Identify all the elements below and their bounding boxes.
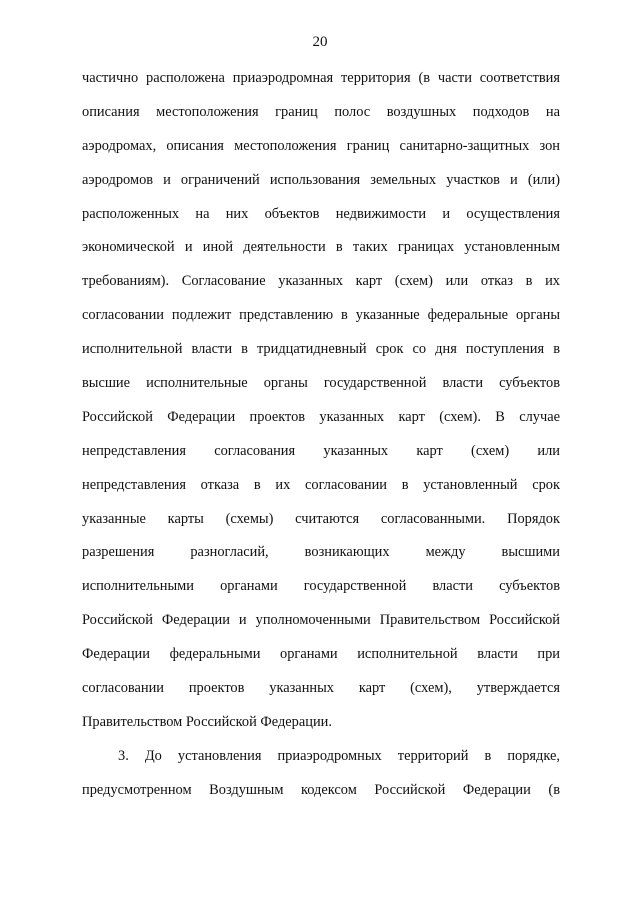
text-line: экономической и иной деятельности в таких границах установленным	[82, 239, 560, 256]
text-line: аэродромах, описания местоположения границ санитарно-защитных зон	[82, 137, 560, 154]
text-line: расположенных на них объектов недвижимости и осуществления	[82, 205, 560, 222]
document-body	[82, 62, 560, 808]
text-line: исполнительной власти в тридцатидневный срок со дня поступления в	[82, 341, 560, 358]
text-line: непредставления отказа в их согласовании в установленный срок	[82, 476, 560, 493]
paragraph-2	[82, 740, 560, 808]
text-line: согласовании проектов указанных карт (схем), утверждается	[82, 680, 560, 697]
text-line: Федерации федеральными органами исполнительной власти при	[82, 646, 560, 663]
text-line: Правительством Российской Федерации.	[82, 713, 332, 730]
text-line: непредставления согласования указанных карт (схем) или	[82, 442, 560, 459]
text-line: указанные карты (схемы) считаются согласованными. Порядок	[82, 510, 560, 527]
text-line: Российской Федерации и уполномоченными Правительством Российской	[82, 612, 560, 629]
text-line: 3. До установления приаэродромных территорий в порядке,	[118, 747, 560, 764]
text-line: Российской Федерации проектов указанных карт (схем). В случае	[82, 408, 560, 425]
text-line: предусмотренном Воздушным кодексом Российской Федерации (в	[82, 781, 560, 798]
page-number: 20	[312, 34, 328, 50]
text-line: требованиям). Согласование указанных карт (схем) или отказ в их	[82, 273, 560, 290]
text-line: разрешения разногласий, возникающих между высшими	[82, 544, 560, 561]
text-line: согласовании подлежит представлению в указанные федеральные органы	[82, 307, 560, 324]
text-line: описания местоположения границ полос воздушных подходов на	[82, 103, 560, 120]
paragraph-1	[82, 62, 560, 740]
text-line: частично расположена приаэродромная территория (в части соответствия	[82, 70, 560, 86]
text-line: исполнительными органами государственной власти субъектов	[82, 578, 560, 595]
text-line: аэродромов и ограничений использования земельных участков и (или)	[82, 171, 560, 188]
text-line: высшие исполнительные органы государственной власти субъектов	[82, 375, 560, 392]
